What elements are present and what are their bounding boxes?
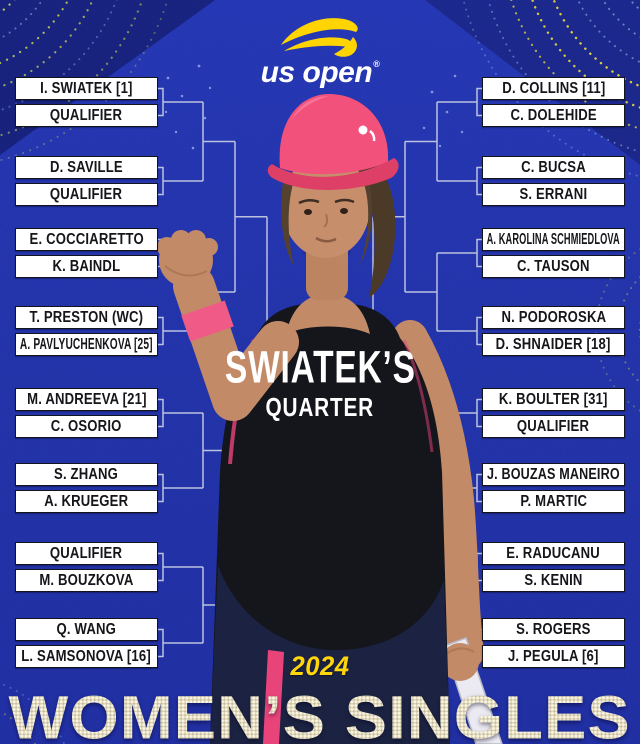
player-slot: A. PAVLYUCHENKOVA [25] [15, 333, 158, 356]
player-slot: C. BUCSA [482, 156, 625, 179]
player-slot: S. ZHANG [15, 463, 158, 486]
player-slot: QUALIFIER [15, 104, 158, 127]
player-slot: C. TAUSON [482, 255, 625, 278]
player-slot: P. MARTIC [482, 490, 625, 513]
player-slot: QUALIFIER [15, 542, 158, 565]
player-slot: A. KAROLINA SCHMIEDLOVA [482, 228, 625, 251]
player-slot: A. KRUEGER [15, 490, 158, 513]
player-slot: M. ANDREEVA [21] [15, 388, 158, 411]
quarter-title-line1: SWIATEK’S [224, 342, 416, 394]
quarter-title-line2: QUARTER [265, 392, 375, 422]
player-slot: E. COCCIARETTO [15, 228, 158, 251]
player-slot: K. BOULTER [31] [482, 388, 625, 411]
player-slot: D. COLLINS [11] [482, 77, 625, 100]
player-slot: S. ERRANI [482, 183, 625, 206]
player-slot: D. SAVILLE [15, 156, 158, 179]
player-slot: K. BAINDL [15, 255, 158, 278]
event-year: 2024 [290, 651, 350, 681]
player-slot: I. SWIATEK [1] [15, 77, 158, 100]
player-slot: N. PODOROSKA [482, 306, 625, 329]
player-slot: Q. WANG [15, 618, 158, 641]
us-open-flame-ball-icon [278, 13, 362, 59]
player-slot: S. ROGERS [482, 618, 625, 641]
player-slot: L. SAMSONOVA [16] [15, 645, 158, 668]
event-category-headline: WOMEN’S SINGLES [5, 681, 635, 744]
registered-mark: ® [373, 59, 380, 69]
player-slot: E. RADUCANU [482, 542, 625, 565]
player-slot: D. SHNAIDER [18] [482, 333, 625, 356]
player-slot: QUALIFIER [482, 415, 625, 438]
player-slot: T. PRESTON (WC) [15, 306, 158, 329]
player-slot: QUALIFIER [15, 183, 158, 206]
player-slot: J. BOUZAS MANEIRO [482, 463, 625, 486]
player-slot: C. DOLEHIDE [482, 104, 625, 127]
player-slot: S. KENIN [482, 569, 625, 592]
player-slot: M. BOUZKOVA [15, 569, 158, 592]
player-slot: C. OSORIO [15, 415, 158, 438]
player-slot: J. PEGULA [6] [482, 645, 625, 668]
us-open-wordmark: us open® [260, 56, 380, 89]
